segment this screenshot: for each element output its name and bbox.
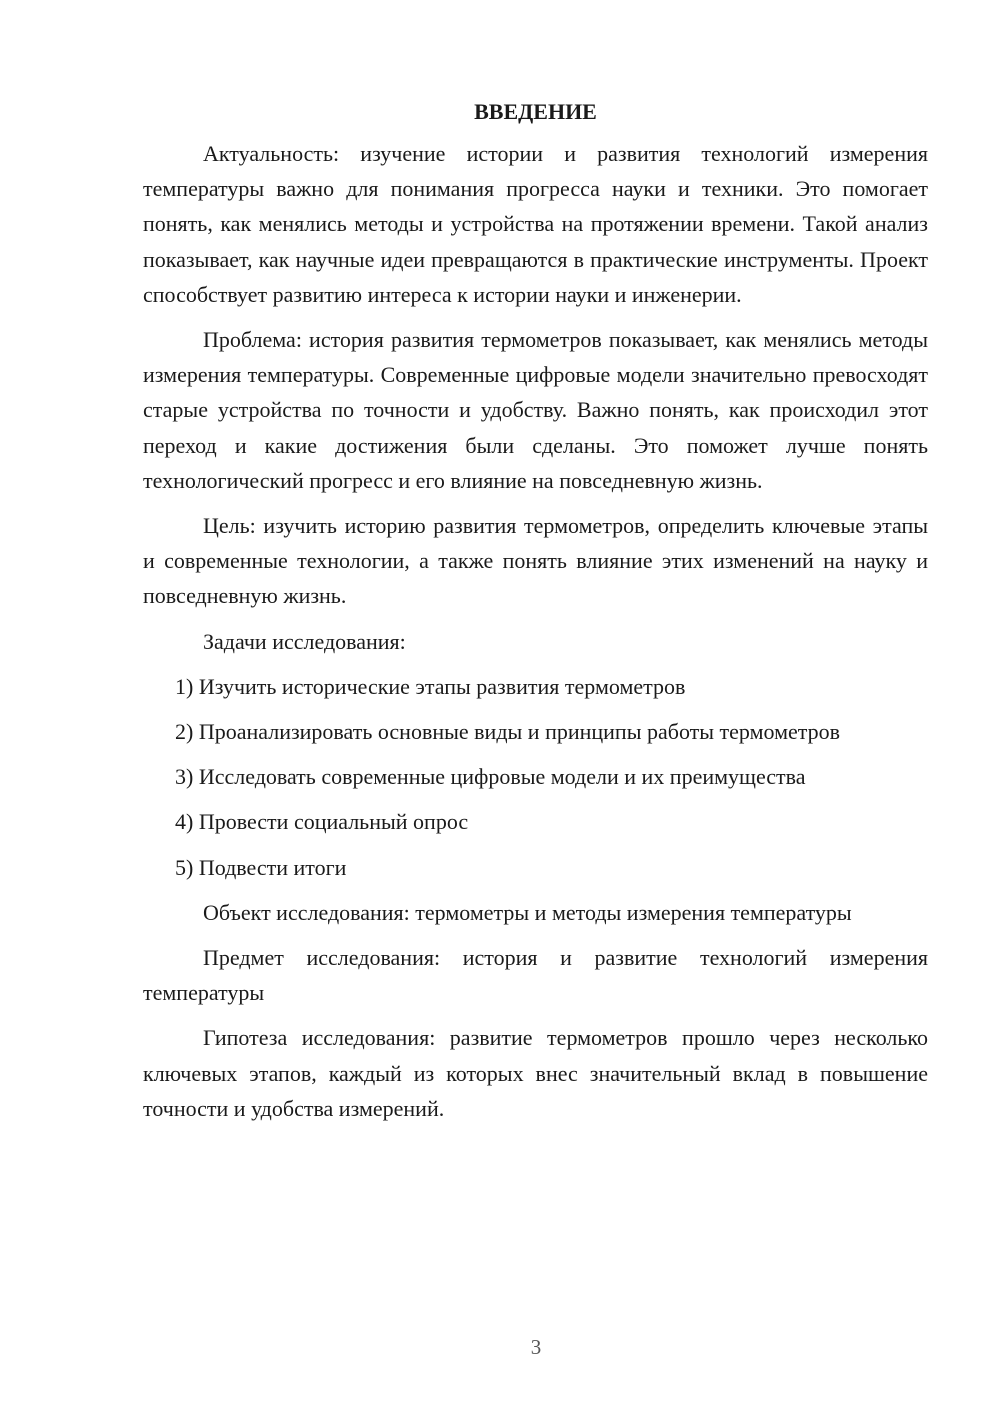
goal-paragraph: Цель: изучить историю развития термометров, определить ключевые этапы и современные технологии, а также понять влияние этих изменений на науку и повседневную жизнь.: [143, 513, 928, 609]
subject-paragraph: Предмет исследования: история и развитие технологий измерения температуры: [143, 945, 928, 1006]
task-item-3: 3) Исследовать современные цифровые модели и их преимущества: [175, 764, 806, 790]
object-paragraph: Объект исследования: термометры и методы измерения температуры: [203, 899, 852, 925]
section-heading: ВВЕДЕНИЕ: [474, 99, 597, 124]
task-item-1: 1) Изучить исторические этапы развития термометров: [175, 673, 686, 699]
task-item-4: 4) Провести социальный опрос: [175, 809, 469, 835]
problem-paragraph: Проблема: история развития термометров показывает, как менялись методы измерения температуры. Современные цифровые модели значительно превосходят старые устройства по точности и удобству. Важно понять, как происходил этот переход и какие достижения были сделаны. Это поможет лучше понять технологический прогресс и его влияние на повседневную жизнь.: [143, 327, 928, 493]
page-number: 3: [530, 1335, 542, 1359]
page-content: [143, 97, 928, 1136]
hypothesis-paragraph: Гипотеза исследования: развитие термометров прошло через несколько ключевых этапов, каждый из которых внес значительный вклад в повышение точности и удобства измерений.: [143, 1025, 928, 1121]
task-item-5: 5) Подвести итоги: [175, 854, 347, 880]
task-item-2: 2) Проанализировать основные виды и принципы работы термометров: [175, 719, 841, 745]
tasks-intro: Задачи исследования:: [203, 628, 406, 654]
relevance-paragraph: Актуальность: изучение истории и развития технологий измерения температуры важно для понимания прогресса науки и техники. Это помогает понять, как менялись методы и устройства на протяжении времени. Такой анализ показывает, как научные идеи превращаются в практические инструменты. Проект способствует развитию интереса к истории науки и инженерии.: [143, 141, 928, 307]
